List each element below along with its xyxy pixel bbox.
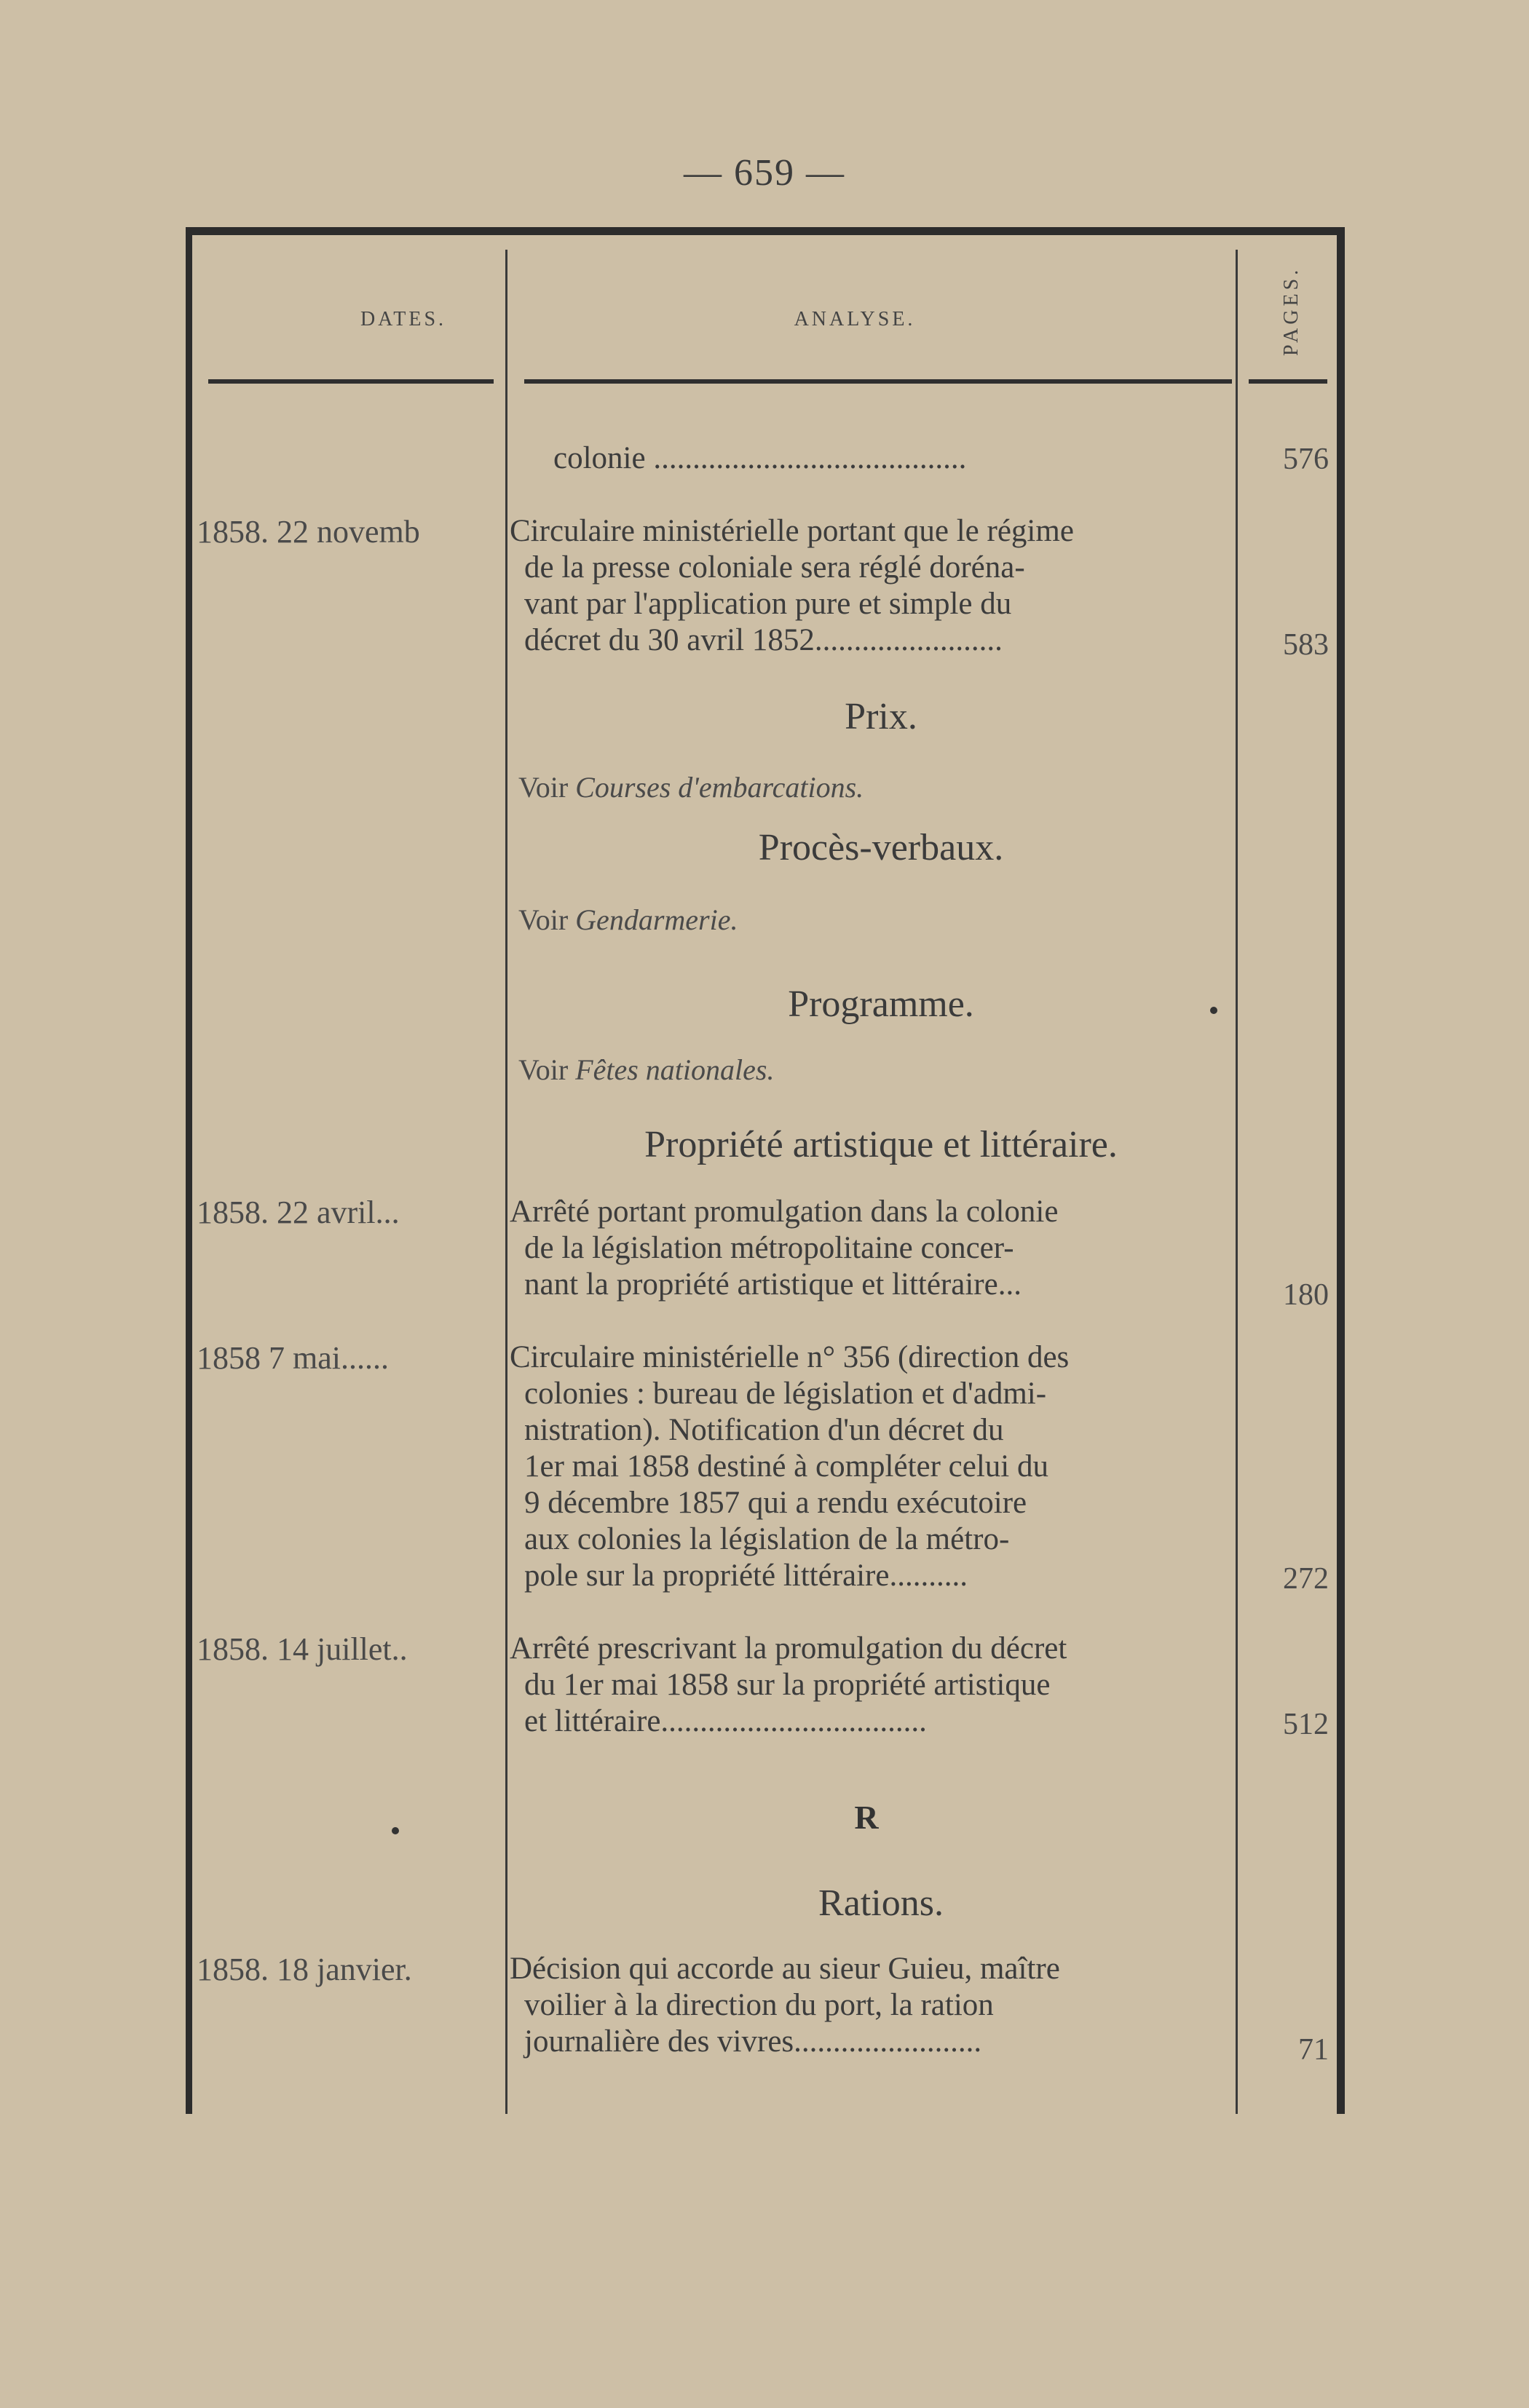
page-ref: 180 [1283, 1278, 1329, 1312]
entry-date: 1858. 22 novemb [197, 514, 420, 550]
see-also-reference: Voir Courses d'embarcations. [518, 771, 864, 804]
entry-line: 9 décembre 1857 qui a rendu exécutoire [524, 1486, 1027, 1520]
page-ref: 512 [1283, 1708, 1329, 1741]
entry-line: nistration). Notification d'un décret du [524, 1413, 1004, 1447]
entry-date: 1858 7 mai...... [197, 1340, 389, 1376]
entry-line: Décision qui accorde au sieur Guieu, maître [510, 1952, 1060, 1986]
see-also-reference: Voir Fêtes nationales. [518, 1053, 775, 1086]
page-ref: 576 [1283, 443, 1329, 476]
entry-line: Circulaire ministérielle portant que le régime [510, 514, 1074, 548]
entry-line: du 1er mai 1858 sur la propriété artistique [524, 1668, 1051, 1702]
index-table [186, 227, 1345, 2114]
entry-date: 1858. 14 juillet.. [197, 1631, 408, 1667]
section-heading: Propriété artistique et littéraire. [644, 1124, 1118, 1165]
entry-line: aux colonies la législation de la métro- [524, 1522, 1010, 1556]
section-heading: Rations. [818, 1882, 944, 1924]
entry-line: décret du 30 avril 1852........................ [524, 623, 1003, 657]
header-rule [524, 379, 1232, 384]
entry-line: nant la propriété artistique et littéraire... [524, 1267, 1022, 1302]
column-header-dates: DATES. [360, 308, 447, 330]
column-header-analyse: ANALYSE. [794, 308, 916, 330]
page-number: — 659 — [684, 152, 845, 194]
section-heading: Programme. [788, 983, 974, 1025]
section-heading: Procès-verbaux. [758, 827, 1004, 868]
entry-line: 1er mai 1858 destiné à compléter celui du [524, 1449, 1048, 1484]
column-header-pages: PAGES. [1280, 266, 1303, 356]
entry-line: Arrêté prescrivant la promulgation du décret [510, 1631, 1067, 1666]
page-ref: 583 [1283, 628, 1329, 662]
column-divider [505, 250, 507, 2114]
header-rule [1249, 379, 1327, 384]
entry-date: 1858. 22 avril... [197, 1195, 400, 1230]
entry-line: pole sur la propriété littéraire.......... [524, 1559, 968, 1593]
entry-date: 1858. 18 janvier. [197, 1952, 412, 1987]
section-heading: Prix. [845, 696, 917, 737]
entry-line: voilier à la direction du port, la ration [524, 1988, 994, 2022]
ink-dot [1210, 1007, 1217, 1014]
section-letter: R [854, 1799, 879, 1836]
entry-line: journalière des vivres........................ [524, 2024, 982, 2059]
ink-dot [392, 1827, 399, 1834]
header-rule [208, 379, 494, 384]
entry-line: Circulaire ministérielle n° 356 (direction des [510, 1340, 1070, 1374]
see-also-reference: Voir Gendarmerie. [518, 903, 738, 936]
entry-line: Arrêté portant promulgation dans la colonie [510, 1195, 1059, 1229]
entry-line: et littéraire.................................. [524, 1704, 927, 1738]
entry-line: vant par l'application pure et simple du [524, 587, 1012, 621]
entry-line: colonie ........................................ [553, 441, 967, 475]
page-ref: 272 [1283, 1562, 1329, 1596]
entry-line: colonies : bureau de législation et d'admi- [524, 1377, 1047, 1411]
page-ref: 71 [1298, 2033, 1329, 2067]
entry-line: de la presse coloniale sera réglé doréna- [524, 550, 1025, 585]
entry-line: de la législation métropolitaine concer- [524, 1231, 1014, 1265]
